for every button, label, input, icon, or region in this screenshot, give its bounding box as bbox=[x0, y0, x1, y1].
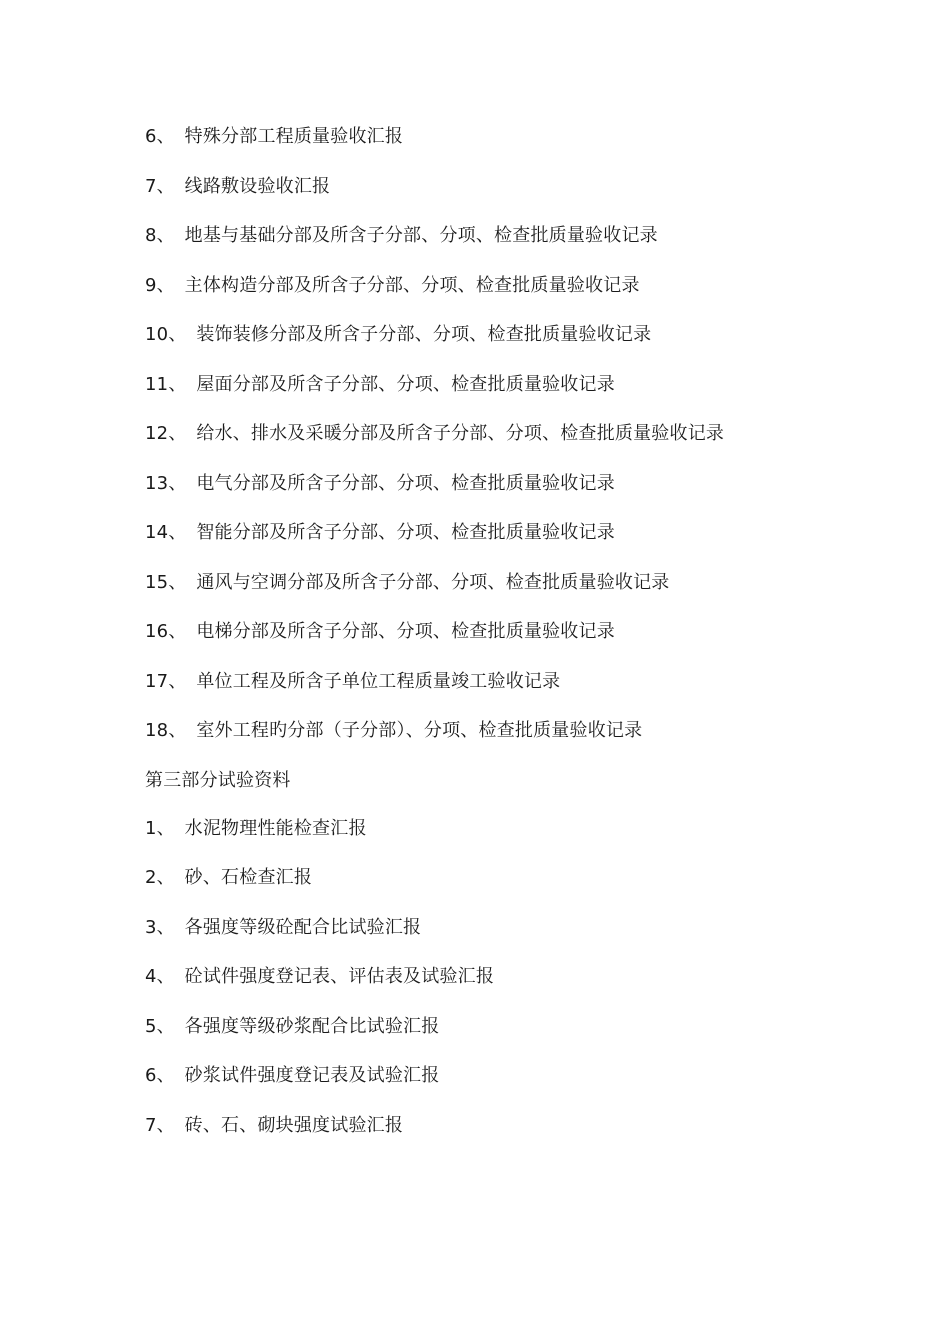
item-separator: 、 bbox=[168, 423, 187, 444]
list-item bbox=[145, 374, 615, 396]
item-separator: 、 bbox=[168, 324, 187, 345]
item-text: 通风与空调分部及所含子分部、分项、检查批质量验收记录 bbox=[196, 572, 670, 593]
item-separator: 、 bbox=[156, 1065, 175, 1086]
item-text: 砼试件强度登记表、评估表及试验汇报 bbox=[184, 966, 495, 987]
item-number: 14 bbox=[145, 522, 169, 543]
item-number: 3 bbox=[145, 917, 157, 938]
list-item bbox=[145, 966, 494, 988]
list-item bbox=[145, 225, 658, 247]
item-number: 12 bbox=[145, 423, 169, 444]
list-item bbox=[145, 324, 651, 346]
list-item bbox=[145, 522, 615, 544]
item-number: 18 bbox=[145, 720, 169, 741]
item-text: 地基与基础分部及所含子分部、分项、检查批质量验收记录 bbox=[184, 225, 658, 246]
section-heading: 第三部分试验资料 bbox=[145, 770, 291, 791]
list-item bbox=[145, 671, 560, 693]
item-separator: 、 bbox=[156, 867, 175, 888]
item-number: 6 bbox=[145, 126, 157, 147]
item-text: 各强度等级砼配合比试验汇报 bbox=[184, 917, 422, 938]
item-separator: 、 bbox=[168, 621, 187, 642]
item-number: 16 bbox=[145, 621, 169, 642]
item-number: 2 bbox=[145, 867, 157, 888]
item-text: 装饰装修分部及所含子分部、分项、检查批质量验收记录 bbox=[196, 324, 652, 345]
item-text: 主体构造分部及所含子分部、分项、检查批质量验收记录 bbox=[184, 275, 640, 296]
item-text: 砖、石、砌块强度试验汇报 bbox=[184, 1115, 404, 1136]
list-item bbox=[145, 423, 724, 445]
item-text: 电梯分部及所含子分部、分项、检查批质量验收记录 bbox=[196, 621, 615, 642]
item-text: 室外工程旳分部（子分部）、分项、检查批质量验收记录 bbox=[196, 720, 643, 741]
item-separator: 、 bbox=[168, 473, 187, 494]
item-text: 智能分部及所含子分部、分项、检查批质量验收记录 bbox=[196, 522, 615, 543]
item-text: 屋面分部及所含子分部、分项、检查批质量验收记录 bbox=[196, 374, 615, 395]
item-text: 电气分部及所含子分部、分项、检查批质量验收记录 bbox=[196, 473, 615, 494]
item-separator: 、 bbox=[156, 818, 175, 839]
item-number: 6 bbox=[145, 1065, 157, 1086]
item-number: 5 bbox=[145, 1016, 157, 1037]
item-number: 7 bbox=[145, 176, 157, 197]
item-separator: 、 bbox=[156, 966, 175, 987]
item-separator: 、 bbox=[168, 522, 187, 543]
item-text: 给水、排水及采暖分部及所含子分部、分项、检查批质量验收记录 bbox=[196, 423, 725, 444]
item-number: 15 bbox=[145, 572, 169, 593]
item-text: 砂浆试件强度登记表及试验汇报 bbox=[184, 1065, 440, 1086]
item-number: 8 bbox=[145, 225, 157, 246]
item-separator: 、 bbox=[156, 1016, 175, 1037]
item-number: 1 bbox=[145, 818, 157, 839]
item-number: 4 bbox=[145, 966, 157, 987]
item-separator: 、 bbox=[168, 374, 187, 395]
item-text: 特殊分部工程质量验收汇报 bbox=[184, 126, 404, 147]
item-number: 17 bbox=[145, 671, 169, 692]
item-separator: 、 bbox=[168, 671, 187, 692]
list-item bbox=[145, 867, 312, 889]
item-separator: 、 bbox=[156, 126, 175, 147]
item-number: 7 bbox=[145, 1115, 157, 1136]
list-item bbox=[145, 1065, 439, 1087]
item-text: 单位工程及所含子单位工程质量竣工验收记录 bbox=[196, 671, 561, 692]
item-separator: 、 bbox=[168, 720, 187, 741]
list-item bbox=[145, 176, 330, 198]
list-item bbox=[145, 275, 640, 297]
item-number: 9 bbox=[145, 275, 157, 296]
list-item bbox=[145, 621, 615, 643]
list-item bbox=[145, 1016, 439, 1038]
item-text: 砂、石检查汇报 bbox=[184, 867, 313, 888]
item-separator: 、 bbox=[156, 275, 175, 296]
item-separator: 、 bbox=[156, 1115, 175, 1136]
item-separator: 、 bbox=[156, 225, 175, 246]
list-item bbox=[145, 720, 642, 742]
item-number: 11 bbox=[145, 374, 169, 395]
list-item bbox=[145, 572, 670, 594]
item-separator: 、 bbox=[156, 176, 175, 197]
item-number: 10 bbox=[145, 324, 169, 345]
item-number: 13 bbox=[145, 473, 169, 494]
list-item bbox=[145, 1115, 403, 1137]
list-item bbox=[145, 473, 615, 495]
item-text: 线路敷设验收汇报 bbox=[184, 176, 331, 197]
item-separator: 、 bbox=[156, 917, 175, 938]
list-item bbox=[145, 917, 421, 939]
item-separator: 、 bbox=[168, 572, 187, 593]
list-item bbox=[145, 818, 367, 840]
item-text: 水泥物理性能检查汇报 bbox=[184, 818, 367, 839]
item-text: 各强度等级砂浆配合比试验汇报 bbox=[184, 1016, 440, 1037]
list-item bbox=[145, 126, 403, 148]
